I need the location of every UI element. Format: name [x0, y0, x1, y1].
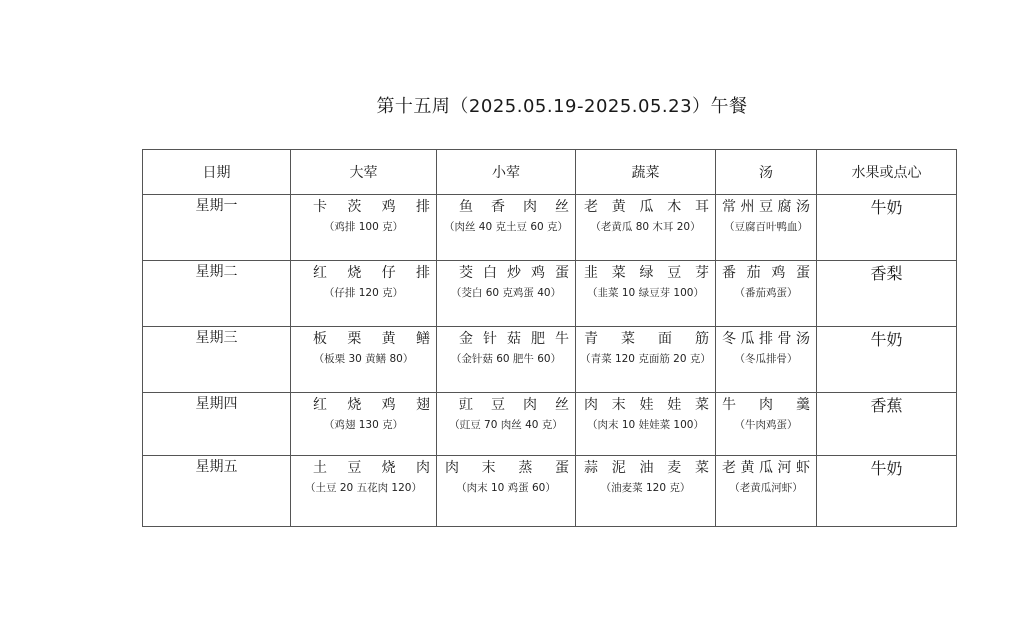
vegetable-cell: [576, 195, 716, 261]
dish-note: （金针菇 60 肥牛 60）: [450, 353, 562, 365]
vegetable-cell: [576, 261, 716, 327]
header-side-meat: 小荤: [437, 150, 576, 195]
side-dish-cell: [437, 456, 576, 527]
table-row: [143, 261, 957, 327]
table-row: [143, 327, 957, 393]
side-dish-cell: [437, 393, 576, 456]
dish-note: （老黄瓜河虾）: [729, 482, 803, 494]
dish-name: 红烧仔排: [313, 265, 430, 281]
fruit-cell: 牛奶: [817, 327, 957, 393]
dish-note: （鸡排 100 克）: [323, 221, 404, 233]
day-cell: 星期五: [143, 456, 291, 527]
dish-name: 老黄瓜河虾: [722, 460, 810, 476]
side-dish-cell: [437, 195, 576, 261]
header-soup: 汤: [716, 150, 817, 195]
header-date: 日期: [143, 150, 291, 195]
soup-cell: [716, 195, 817, 261]
dish-note: （肉末 10 娃娃菜 100）: [587, 419, 704, 431]
dish-name: 韭菜绿豆芽: [584, 265, 709, 281]
dish-name: 土豆烧肉: [313, 460, 430, 476]
main-dish-cell: [291, 327, 437, 393]
vegetable-cell: [576, 456, 716, 527]
soup-cell: [716, 393, 817, 456]
fruit-cell: 牛奶: [817, 456, 957, 527]
dish-name: 牛肉羹: [722, 397, 810, 413]
dish-note: （鸡翅 130 克）: [323, 419, 404, 431]
soup-cell: [716, 261, 817, 327]
dish-note: （牛肉鸡蛋）: [734, 419, 798, 431]
main-dish-cell: [291, 195, 437, 261]
dish-name: 冬瓜排骨汤: [722, 331, 810, 347]
side-dish-cell: [437, 261, 576, 327]
dish-note: （土豆 20 五花肉 120）: [305, 482, 422, 494]
dish-note: （油麦菜 120 克）: [600, 482, 691, 494]
day-cell: 星期四: [143, 393, 291, 456]
dish-note: （肉丝 40 克土豆 60 克）: [443, 221, 569, 233]
header-row: [143, 150, 957, 195]
header-main-meat: 大荤: [291, 150, 437, 195]
dish-note: （仔排 120 克）: [323, 287, 404, 299]
fruit-cell: 香梨: [817, 261, 957, 327]
dish-name: 蒜泥油麦菜: [584, 460, 709, 476]
dish-name: 常州豆腐汤: [722, 199, 810, 215]
dish-note: （板栗 30 黄鳝 80）: [313, 353, 414, 365]
dish-name: 肉末蒸蛋: [445, 460, 569, 476]
dish-note: （韭菜 10 绿豆芽 100）: [587, 287, 704, 299]
fruit-cell: 香蕉: [817, 393, 957, 456]
dish-note: （豇豆 70 肉丝 40 克）: [449, 419, 563, 431]
lunch-menu-table: [142, 149, 957, 527]
day-cell: 星期二: [143, 261, 291, 327]
table-row: [143, 456, 957, 527]
dish-name: 番茄鸡蛋: [722, 265, 810, 281]
dish-note: （豆腐百叶鸭血）: [724, 221, 808, 233]
table-row: [143, 195, 957, 261]
main-dish-cell: [291, 393, 437, 456]
soup-cell: [716, 327, 817, 393]
dish-note: （青菜 120 克面筋 20 克）: [580, 353, 711, 365]
table-row: [143, 393, 957, 456]
dish-name: 肉末娃娃菜: [584, 397, 709, 413]
header-fruit: 水果或点心: [817, 150, 957, 195]
day-cell: 星期三: [143, 327, 291, 393]
vegetable-cell: [576, 393, 716, 456]
dish-name: 金针菇肥牛: [459, 331, 569, 347]
dish-name: 卡茨鸡排: [313, 199, 430, 215]
day-cell: 星期一: [143, 195, 291, 261]
dish-note: （茭白 60 克鸡蛋 40）: [450, 287, 562, 299]
header-vegetable: 蔬菜: [576, 150, 716, 195]
dish-name: 红烧鸡翅: [313, 397, 430, 413]
dish-note: （番茄鸡蛋）: [734, 287, 798, 299]
side-dish-cell: [437, 327, 576, 393]
dish-note: （冬瓜排骨）: [734, 353, 798, 365]
dish-name: 茭白炒鸡蛋: [459, 265, 569, 281]
soup-cell: [716, 456, 817, 527]
dish-name: 板栗黄鳝: [313, 331, 430, 347]
dish-name: 青菜面筋: [584, 331, 709, 347]
fruit-cell: 牛奶: [817, 195, 957, 261]
vegetable-cell: [576, 327, 716, 393]
dish-note: （肉末 10 鸡蛋 60）: [456, 482, 556, 494]
main-dish-cell: [291, 261, 437, 327]
page-title: 第十五周（2025.05.19-2025.05.23）午餐: [376, 96, 748, 117]
dish-name: 鱼香肉丝: [459, 199, 569, 215]
dish-name: 豇豆肉丝: [459, 397, 569, 413]
dish-name: 老黄瓜木耳: [584, 199, 709, 215]
dish-note: （老黄瓜 80 木耳 20）: [590, 221, 701, 233]
main-dish-cell: [291, 456, 437, 527]
